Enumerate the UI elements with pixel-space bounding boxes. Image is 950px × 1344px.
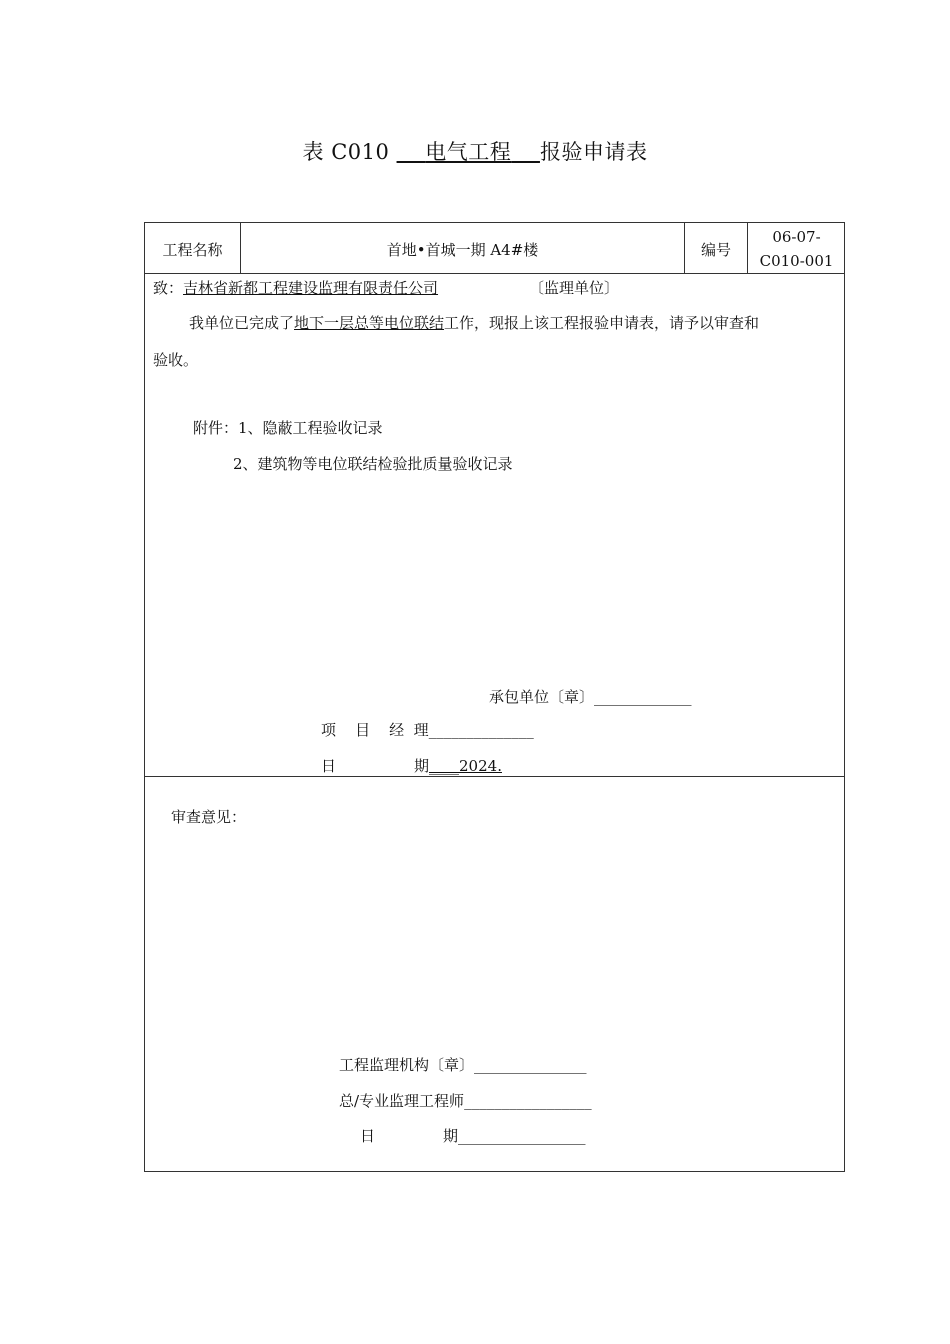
form-code: 表 C010 <box>302 140 390 164</box>
divider <box>145 776 844 777</box>
project-name-value: 首地•首城一期 A4#楼 <box>386 241 539 259</box>
date-char-2: 期 <box>414 757 430 775</box>
attachment-1: 附件：1、隐蔽工程验收记录 <box>193 419 383 437</box>
form-title <box>0 136 950 166</box>
review-opinion-label: 审查意见： <box>171 808 247 826</box>
engineer-signature-line <box>339 1091 592 1111</box>
manager-label: 项 目 经 理 <box>321 721 429 739</box>
review-date-line <box>443 1126 586 1146</box>
review-date-char-1: 日 <box>360 1127 376 1145</box>
date-char-1: 日 <box>321 757 337 775</box>
number-label: 编号 <box>700 241 731 259</box>
form-name: 报验申请表 <box>539 140 648 164</box>
review-date-blank: _________________ <box>458 1127 586 1145</box>
inspection-application-form <box>144 222 845 1172</box>
engineer-blank: _________________ <box>464 1092 592 1110</box>
addressee-line <box>153 278 438 298</box>
application-date-value: ____2024. <box>429 757 502 775</box>
supervisor-company: 吉林省新都工程建设监理有限责任公司 <box>183 279 439 297</box>
application-body-wrap: 验收。 <box>153 351 199 369</box>
form-category: 电气工程 <box>425 140 512 164</box>
divider <box>145 273 844 274</box>
body-start: 我单位已完成了 <box>189 314 295 332</box>
contractor-signature-line <box>489 687 692 707</box>
contractor-label: 承包单位〔章〕 <box>489 688 595 706</box>
contractor-blank: _____________ <box>594 688 692 706</box>
completed-work: 地下一层总等电位联结 <box>294 314 445 332</box>
attachment-2: 2、建筑物等电位联结检验批质量验收记录 <box>233 455 513 473</box>
title-blank-left <box>397 140 426 164</box>
manager-signature-line <box>321 720 534 740</box>
addressee-prefix: 致： <box>153 279 184 297</box>
supervisor-note: 〔监理单位〕 <box>529 279 620 297</box>
manager-blank: ______________ <box>428 721 534 739</box>
review-date-char-2: 期 <box>443 1127 459 1145</box>
project-name-label: 工程名称 <box>162 241 223 259</box>
number-value-line1: 06-07- <box>772 228 821 246</box>
title-blank-right <box>511 140 540 164</box>
agency-label: 工程监理机构〔章〕 <box>339 1056 475 1074</box>
body-end: 工作，现报上该工程报验申请表，请予以审查和 <box>444 314 760 332</box>
application-body <box>189 313 759 333</box>
agency-blank: _______________ <box>474 1056 587 1074</box>
number-value-line2: C010-001 <box>759 252 834 270</box>
agency-signature-line <box>339 1055 587 1075</box>
application-date-line <box>414 756 502 776</box>
engineer-label: 总/专业监理工程师 <box>339 1092 465 1110</box>
